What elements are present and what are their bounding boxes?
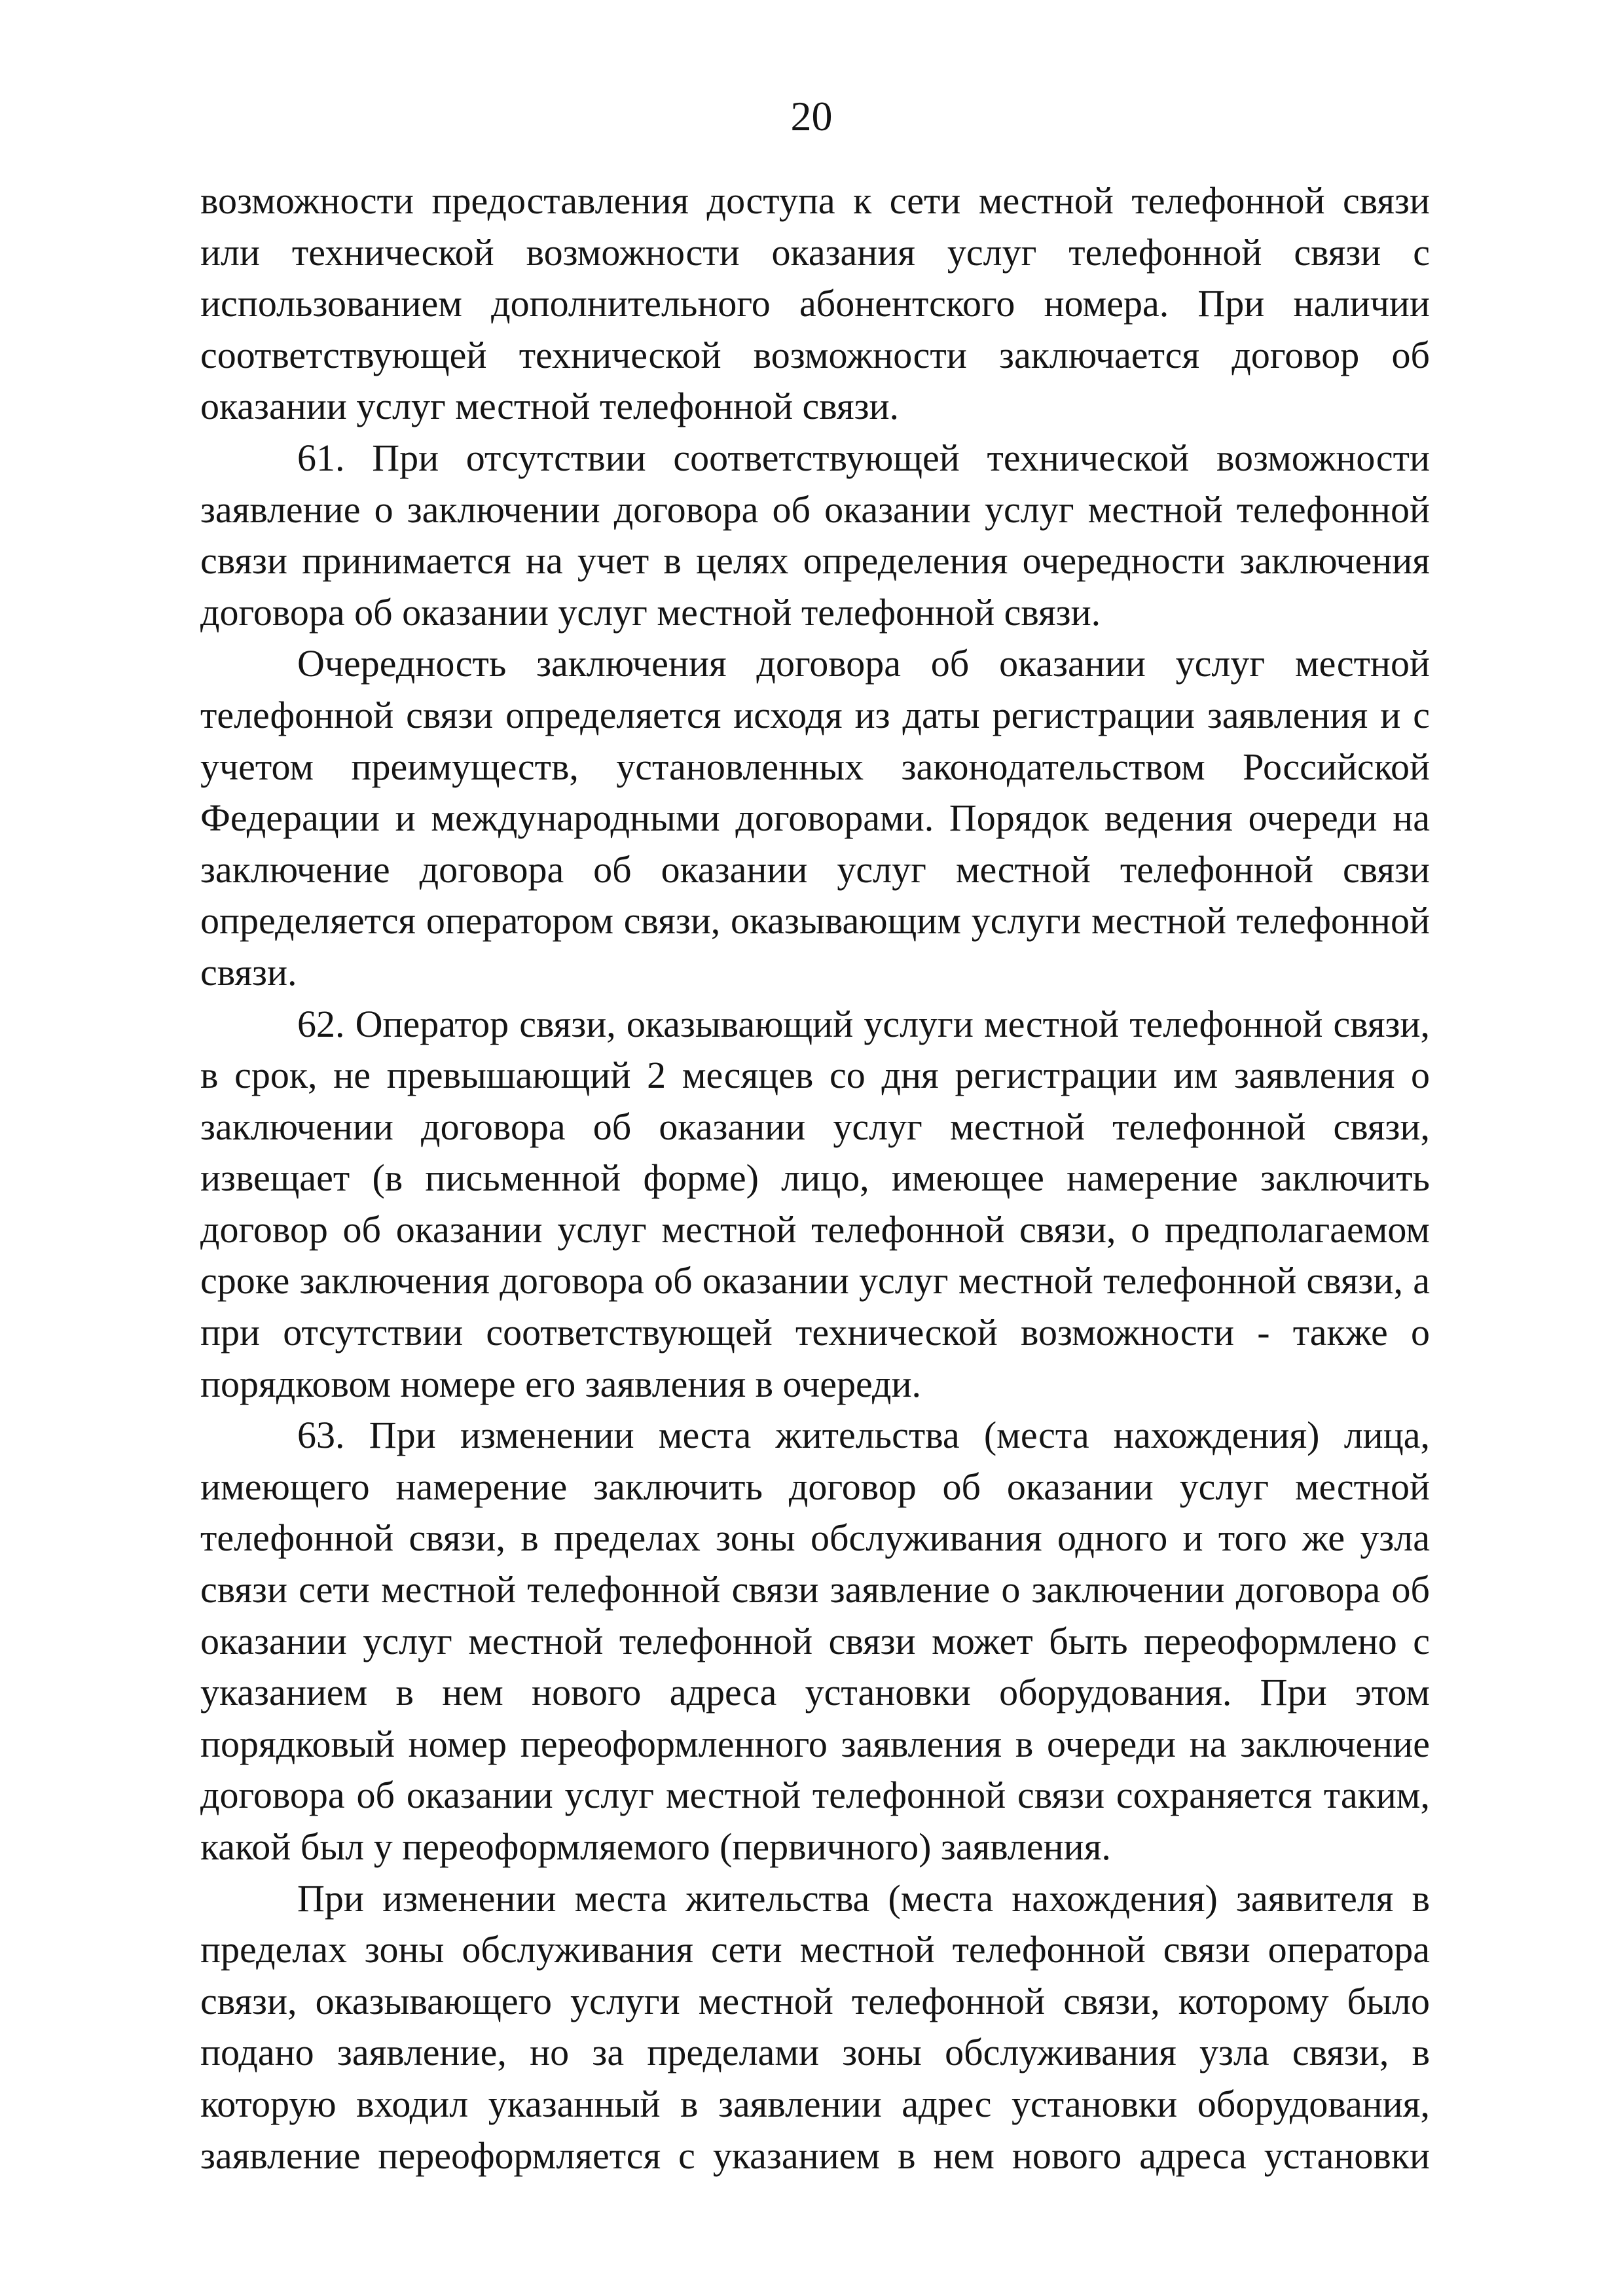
paragraph-address-change: При изменении места жительства (места нахождения) заявителя в пределах зоны обслуживания сети местной телефонной связи оператора связи, оказывающего услуги местной телефонной связи, которому было подано заявление, но за пределами зоны обслуживания узла связи, в которую входил указанный в заявлении адрес установки оборудования, заявление переоформляется с указанием в нем нового адреса установки bbox=[200, 1876, 1430, 2177]
paragraph-clause-63: 63. При изменении места жительства (места нахождения) лица, имеющего намерение заключить договор об оказании услуг местной телефонной связи, в пределах зоны обслуживания одного и того же узла связи сети местной телефонной связи заявление о заключении договора об оказании услуг местной телефонной связи может быть переоформлено с указанием в нем нового адреса установки оборудования. При этом порядковый номер переоформленного заявления в очереди на заключение договора об оказании услуг местной телефонной связи сохраняется таким, какой был у переоформляемого (первичного) заявления. bbox=[200, 1414, 1430, 1868]
paragraph-queue-order: Очередность заключения договора об оказании услуг местной телефонной связи определяется исходя из даты регистрации заявления и с учетом преимуществ, установленных законодательством Российской Федерации и международными договорами. Порядок ведения очереди на заключение договора об оказании услуг местной телефонной связи определяется оператором связи, оказывающим услуги местной телефонной связи. bbox=[200, 642, 1430, 994]
paragraph-continuation: возможности предоставления доступа к сети местной телефонной связи или технической возможности оказания услуг телефонной связи с использованием дополнительного абонентского номера. При наличии соответствующей технической возможности заключается договор об оказании услуг местной телефонной связи. bbox=[200, 179, 1430, 428]
document-body bbox=[200, 175, 1430, 2181]
paragraph-clause-62: 62. Оператор связи, оказывающий услуги местной телефонной связи, в срок, не превышающий 2 месяцев со дня регистрации им заявления о заключении договора об оказании услуг местной телефонной связи, извещает (в письменной форме) лицо, имеющее намерение заключить договор об оказании услуг местной телефонной связи, о предполагаемом сроке заключения договора об оказании услуг местной телефонной связи, а при отсутствии соответствующей технической возможности - также о порядковом номере его заявления в очереди. bbox=[200, 1002, 1430, 1405]
page-number: 20 bbox=[790, 93, 833, 139]
paragraph-clause-61: 61. При отсутствии соответствующей технической возможности заявление о заключении договора об оказании услуг местной телефонной связи принимается на учет в целях определения очередности заключения договора об оказании услуг местной телефонной связи. bbox=[200, 436, 1430, 634]
